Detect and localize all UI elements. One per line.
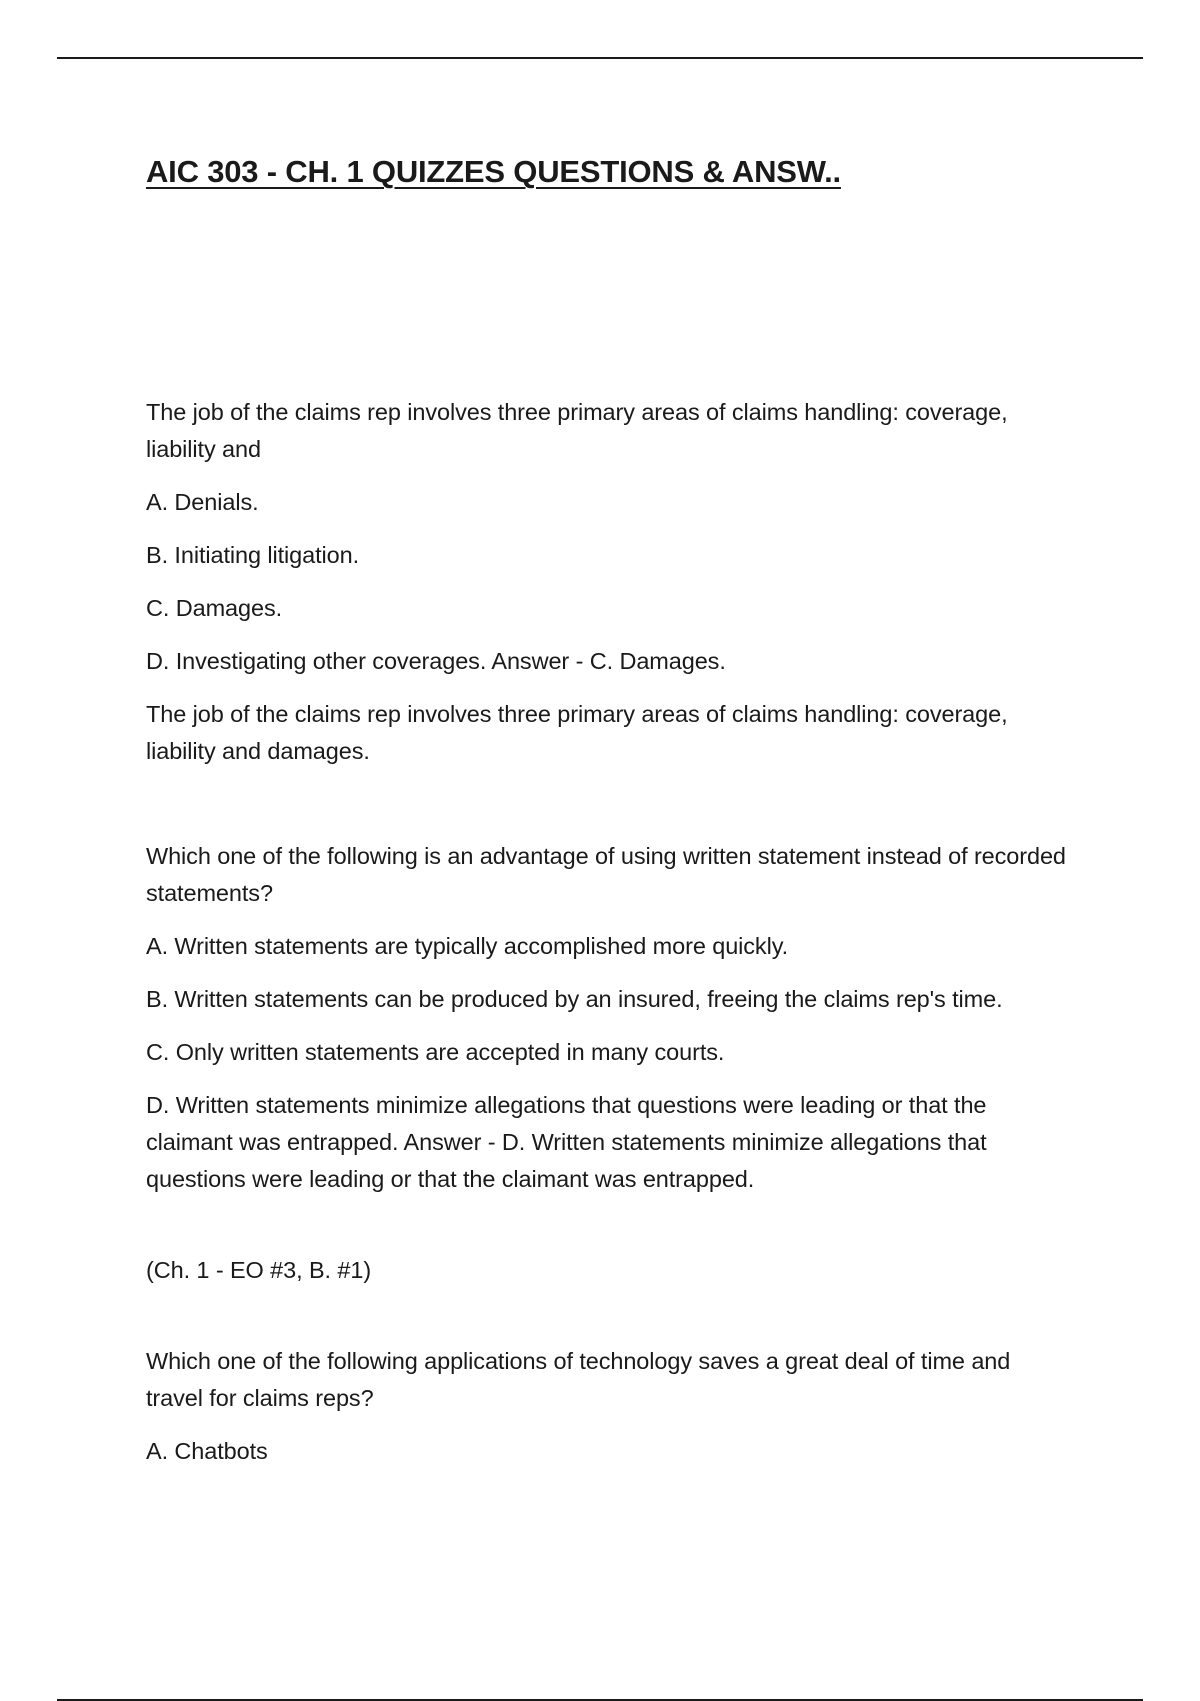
- answer-option: A. Written statements are typically accomplished more quickly.: [146, 933, 789, 959]
- answer-option: D. Written statements minimize allegations that questions were leading or that the claimant was entrapped. Answer - D. Written statements minimize allegations that questions were leading or that the claimant was entrapped.: [146, 1092, 987, 1192]
- answer-option: B. Initiating litigation.: [146, 542, 360, 568]
- answer-option: C. Only written statements are accepted in many courts.: [146, 1039, 725, 1065]
- answer-explanation: The job of the claims rep involves three primary areas of claims handling: coverage, liability and damages.: [146, 701, 1008, 764]
- question-1: [146, 394, 1066, 770]
- question-stem: Which one of the following applications of technology saves a great deal of time and travel for claims reps?: [146, 1348, 1011, 1411]
- question-2: [146, 838, 1066, 1289]
- question-stem: The job of the claims rep involves three primary areas of claims handling: coverage, liability and: [146, 399, 1008, 462]
- answer-option: A. Denials.: [146, 489, 259, 515]
- answer-option: A. Chatbots: [146, 1438, 268, 1464]
- answer-option: C. Damages.: [146, 595, 283, 621]
- answer-option: B. Written statements can be produced by an insured, freeing the claims rep's time.: [146, 986, 1003, 1012]
- question-3: [146, 1343, 1066, 1470]
- top-rule: [57, 57, 1143, 59]
- question-stem: Which one of the following is an advantage of using written statement instead of recorded statements?: [146, 843, 1066, 906]
- document-page: [146, 150, 1066, 1486]
- document-title: AIC 303 - CH. 1 QUIZZES QUESTIONS & ANSW..: [146, 154, 841, 189]
- chapter-reference: (Ch. 1 - EO #3, B. #1): [146, 1257, 372, 1283]
- answer-option: D. Investigating other coverages. Answer - C. Damages.: [146, 648, 726, 674]
